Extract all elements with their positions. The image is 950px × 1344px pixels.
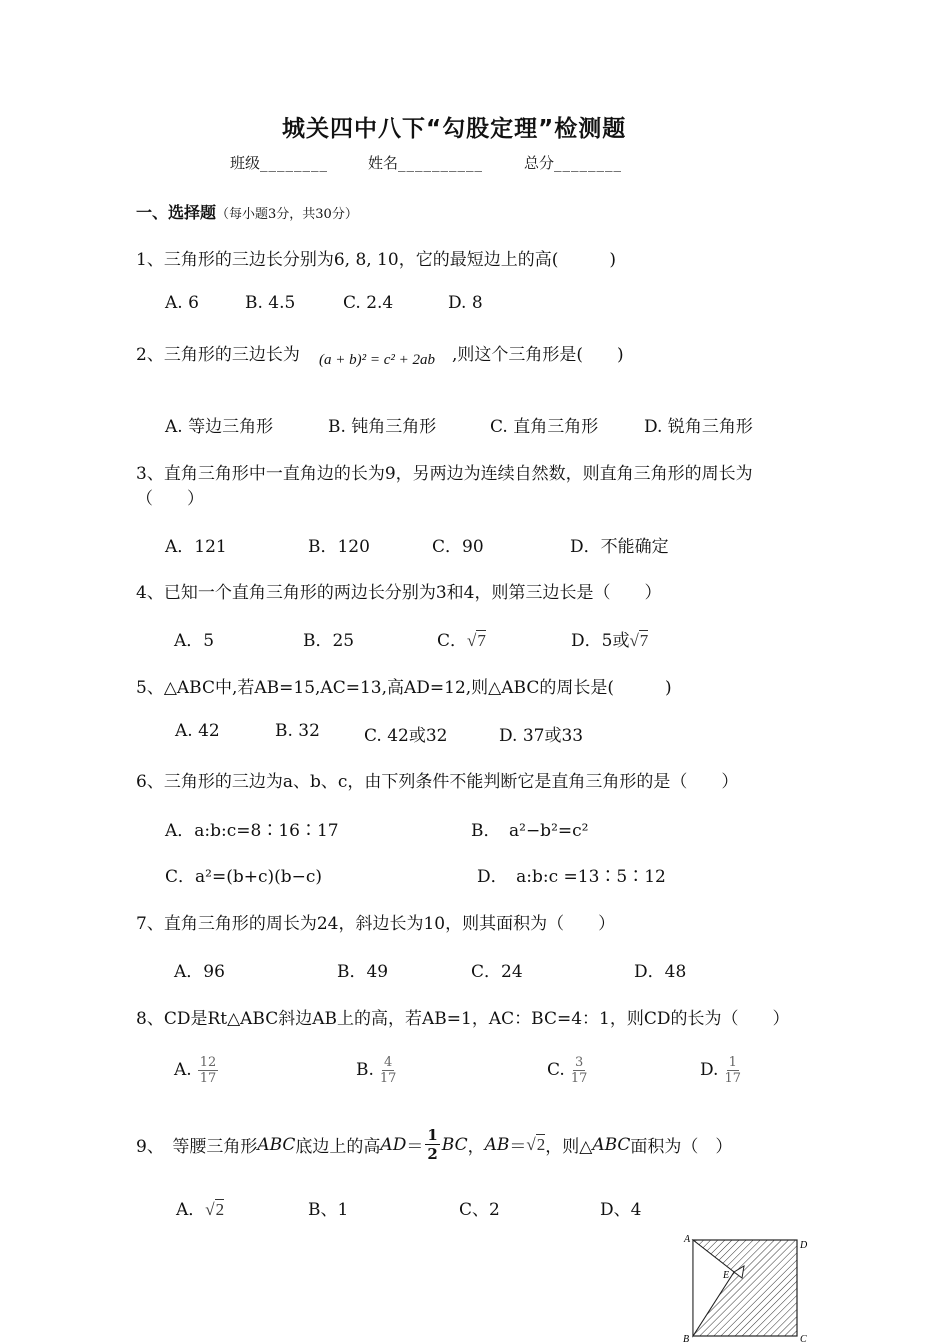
q9-ab: AB [484, 1134, 510, 1155]
q2-option-c: C. 直角三角形 [490, 417, 599, 437]
q9-text-4: 面积为（ ） [630, 1137, 733, 1157]
q4-option-c [437, 626, 486, 651]
score-label: 总分 [524, 154, 555, 172]
q7-option-a: A．96 [174, 962, 225, 982]
q8-option-d-fraction [724, 1055, 741, 1086]
q8-option-b-label: B. [356, 1060, 374, 1080]
q6-option-a: A．a:b:c=8∶16∶17 [165, 821, 339, 841]
q9-option-a-radicand: 2 [215, 1200, 225, 1219]
q5-option-b: B. 32 [275, 721, 320, 741]
label-e: E [723, 1270, 730, 1281]
fraction-denominator: 17 [724, 1071, 741, 1086]
score-blank: ________ [554, 154, 623, 172]
q1-option-c: C. 2.4 [343, 293, 394, 313]
q4-option-d-radicand: 7 [639, 631, 649, 650]
q2-option-b: B. 钝角三角形 [328, 417, 437, 437]
q3-option-d: D．不能确定 [570, 537, 669, 557]
q5-option-c: C. 42或32 [364, 726, 448, 746]
question-6: 6、三角形的三边为a、b、c，由下列条件不能判断它是直角三角形的是（ ） [136, 772, 739, 792]
question-9 [136, 1126, 732, 1163]
score-field [524, 152, 622, 173]
q4-option-d [571, 626, 648, 651]
q9-option-a [176, 1195, 224, 1220]
fraction-numerator: 4 [384, 1055, 393, 1070]
q5-option-a: A. 42 [175, 721, 220, 741]
q9-radicand: 2 [536, 1134, 546, 1154]
fraction-denominator: 2 [427, 1145, 438, 1163]
q2-stem-pre: 2、三角形的三边长为 [136, 345, 300, 365]
fraction-denominator: 17 [379, 1071, 397, 1086]
q8-option-c-fraction [571, 1055, 588, 1086]
label-c: C [800, 1334, 807, 1344]
q9-eq-1: ＝ [406, 1137, 424, 1157]
q2-option-d: D. 锐角三角形 [644, 417, 753, 437]
q9-comma: ， [467, 1137, 485, 1157]
q6-option-c: C．a²=(b+c)(b−c) [165, 867, 323, 887]
q4-option-a: A．5 [174, 631, 215, 651]
q1-option-d: D. 8 [448, 293, 483, 313]
question-2 [136, 340, 300, 365]
q9-option-b: B、1 [308, 1200, 349, 1220]
label-b: B [683, 1334, 690, 1344]
q8-option-a-label: A. [174, 1060, 192, 1080]
q9-half-fraction [425, 1126, 439, 1163]
question-4: 4、已知一个直角三角形的两边长分别为3和4，则第三边长是（ ） [136, 583, 662, 603]
q9-sqrt: √2 [526, 1134, 546, 1154]
label-a: A [684, 1234, 691, 1245]
q5-option-d: D. 37或33 [499, 726, 584, 746]
q4-option-c-label: C． [437, 631, 468, 651]
class-label: 班级 [230, 154, 261, 172]
q9-option-c: C、2 [459, 1200, 500, 1220]
q8-option-b-fraction [380, 1055, 397, 1086]
q6-option-d: D． a:b:c =13∶5∶12 [477, 867, 666, 887]
q7-option-d: D．48 [634, 962, 687, 982]
q8-option-c-label: C. [547, 1060, 565, 1080]
q9-eq-2: ＝ [509, 1137, 527, 1157]
q9-option-a-sqrt: √2 [205, 1200, 225, 1219]
q3-option-c: C．90 [432, 537, 484, 557]
q9-text-2: 底边上的高 [295, 1137, 381, 1157]
q9-bc: BC [441, 1134, 468, 1155]
name-blank: __________ [398, 154, 484, 172]
section-title: 一、选择题 [136, 203, 217, 222]
q9-option-d: D、4 [600, 1200, 642, 1220]
q3-option-a: A．121 [165, 537, 227, 557]
question-3-line-2: （ ） [136, 489, 204, 509]
q2-option-a: A. 等边三角形 [165, 417, 274, 437]
class-field [230, 152, 328, 173]
q8-option-c [547, 1055, 587, 1086]
name-label: 姓名 [368, 154, 399, 172]
class-blank: ________ [260, 154, 329, 172]
question-1: 1、三角形的三边长分别为6, 8, 10，它的最短边上的高( ) [136, 250, 616, 270]
fraction-denominator: 17 [199, 1071, 217, 1086]
fraction-denominator: 17 [570, 1071, 588, 1086]
q9-text-1: 9、 等腰三角形 [136, 1137, 258, 1157]
q1-option-b: B. 4.5 [245, 293, 296, 313]
q8-option-a-fraction [198, 1055, 219, 1086]
fraction-numerator: 12 [199, 1055, 217, 1070]
q9-abc-2: ABC [592, 1134, 631, 1155]
q8-option-d-label: D. [700, 1060, 719, 1080]
q2-stem-post: ,则这个三角形是( ) [452, 345, 624, 365]
q4-option-d-label: D．5或 [571, 631, 630, 651]
q4-option-c-radicand: 7 [477, 631, 486, 650]
q3-option-b: B．120 [308, 537, 370, 557]
fraction-numerator: 1 [728, 1055, 737, 1070]
q4-option-c-sqrt: √7 [467, 631, 486, 650]
q4-option-d-sqrt: √7 [629, 631, 649, 650]
q6-option-b: B． a²−b²=c² [471, 821, 589, 841]
q8-option-b [356, 1055, 396, 1086]
q9-abc: ABC [257, 1134, 296, 1155]
q9-option-a-label: A． [176, 1200, 206, 1220]
square-figure [676, 1232, 816, 1344]
q9-text-3: ，则△ [545, 1137, 593, 1157]
question-8: 8、CD是Rt△ABC斜边AB上的高，若AB=1，AC：BC=4：1，则CD的长为（ ） [136, 1009, 790, 1029]
section-note: （每小题3分，共30分） [216, 207, 358, 222]
q9-ad: AD [380, 1134, 407, 1155]
name-field [368, 152, 483, 173]
question-3-line-1: 3、直角三角形中一直角边的长为9，另两边为连续自然数，则直角三角形的周长为 [136, 464, 753, 484]
q7-option-b: B．49 [337, 962, 389, 982]
section-heading [136, 200, 358, 223]
question-7: 7、直角三角形的周长为24，斜边长为10，则其面积为（ ） [136, 914, 616, 934]
q1-option-a: A. 6 [165, 293, 199, 313]
page-title: 城关四中八下“勾股定理”检测题 [282, 116, 627, 142]
q2-formula: (a + b)² = c² + 2ab [319, 352, 436, 368]
q8-option-a [174, 1055, 218, 1086]
q8-option-d [700, 1055, 741, 1086]
q4-option-b: B．25 [303, 631, 355, 651]
fraction-numerator: 3 [574, 1055, 584, 1070]
q7-option-c: C．24 [471, 962, 523, 982]
fraction-numerator: 1 [427, 1126, 438, 1144]
question-5: 5、△ABC中,若AB=15,AC=13,高AD=12,则△ABC的周长是( ) [136, 678, 672, 698]
label-d: D [800, 1240, 808, 1251]
